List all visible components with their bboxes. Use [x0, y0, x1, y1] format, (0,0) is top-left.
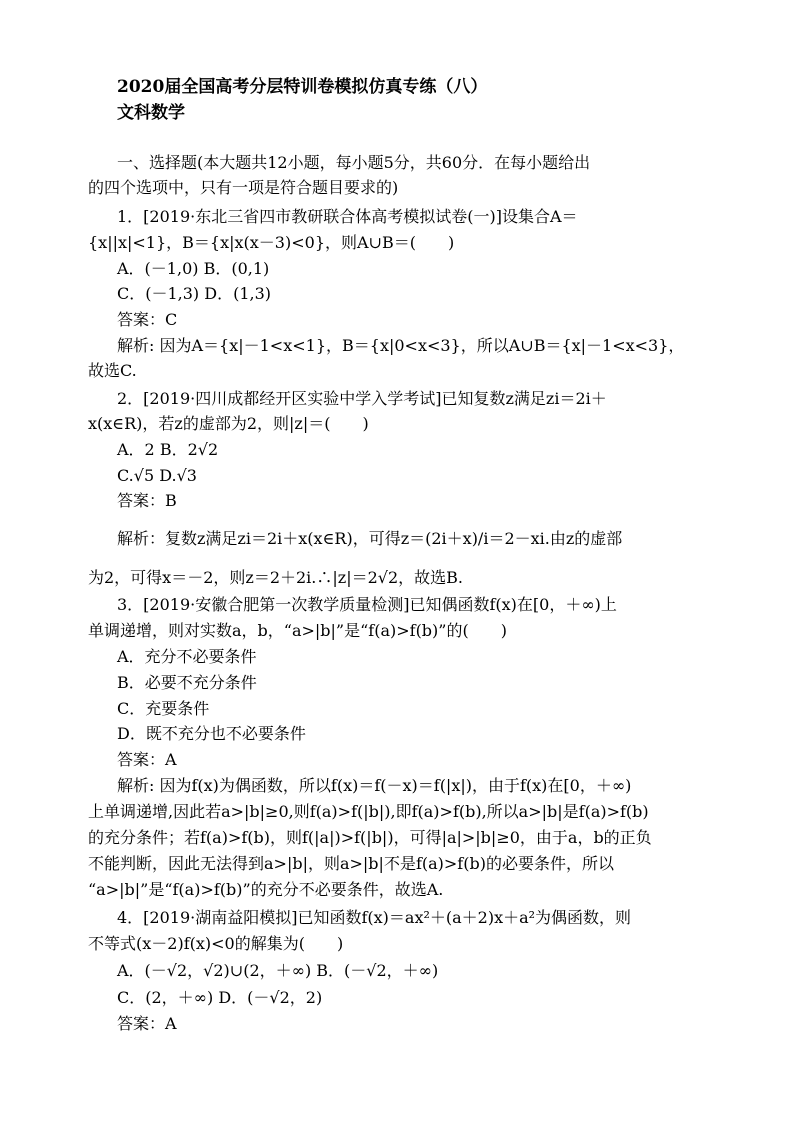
question-4-stem: 4．[2019·湖南益阳模拟]已知函数f(x)＝ax²＋(a＋2)x＋a²为偶函数，则: [117, 908, 632, 927]
question-2-solution: 解析：复数z满足zi＝2i＋x(x∈R)，可得z＝(2i＋x)/i＝2－xi.由z的虚部: [117, 529, 623, 548]
question-3-answer: 答案：A: [117, 750, 177, 769]
question-3-solution: 解析: 因为f(x)为偶函数，所以f(x)＝f(－x)＝f(|x|)，由于f(x)在[0，＋∞): [117, 776, 632, 795]
question-3-solution-line4: 不能判断，因此无法得到a>|b|，则a>|b|不是f(a)>f(b)的必要条件，所以: [88, 854, 614, 873]
question-2-solution-cont: 为2，可得x＝－2，则z＝2＋2i.∴|z|＝2√2，故选B.: [88, 568, 463, 587]
section-heading: 一、选择题(本大题共12小题，每小题5分，共60分．在每小题给出: [117, 153, 591, 172]
question-4-options-cd: C．(2，＋∞) D．(－√2，2): [117, 988, 323, 1007]
question-4-stem-cont: 不等式(x－2)f(x)<0的解集为( ): [88, 934, 344, 953]
question-3-solution-line5: “a>|b|”是“f(a)>f(b)”的充分不必要条件，故选A.: [88, 880, 444, 899]
question-3-option-c: C．充要条件: [117, 699, 210, 718]
question-2-stem-cont: x(x∈R)，若z的虚部为2，则|z|＝( ): [88, 414, 369, 433]
question-2-answer: 答案：B: [117, 491, 177, 510]
question-1-options-ab: A．(－1,0) B．(0,1): [117, 259, 270, 278]
question-3-solution-line2: 上单调递增,因此若a>|b|≥0,则f(a)>f(|b|),即f(a)>f(b),所以a>|b|是f(a)>f(b): [88, 802, 649, 821]
question-3-stem: 3．[2019·安徽合肥第一次教学质量检测]已知偶函数f(x)在[0，＋∞)上: [117, 595, 617, 614]
question-3-option-d: D．既不充分也不必要条件: [117, 724, 306, 743]
question-2-options-cd: C.√5 D.√3: [117, 466, 197, 485]
question-3-solution-line3: 的充分条件；若f(a)>f(b)，则f(|a|)>f(|b|)，可得|a|>|b|≥0，由于a，b的正负: [88, 828, 652, 847]
question-4-answer: 答案：A: [117, 1014, 177, 1033]
question-3-option-b: B．必要不充分条件: [117, 673, 257, 692]
question-1-options-cd: C．(－1,3) D．(1,3): [117, 284, 272, 303]
question-1-solution-cont: 故选C.: [88, 361, 137, 380]
question-3-option-a: A．充分不必要条件: [117, 647, 257, 666]
question-4-options-ab: A．(－√2，√2)∪(2，＋∞) B．(－√2，＋∞): [117, 961, 439, 980]
document-title: 2020届全国高考分层特训卷模拟仿真专练（八）: [117, 77, 488, 97]
question-1-solution: 解析: 因为A＝{x|－1<x<1}，B＝{x|0<x<3}，所以A∪B＝{x|－1<x<3}，: [117, 336, 685, 355]
section-heading-cont: 的四个选项中，只有一项是符合题目要求的): [88, 178, 399, 197]
question-1-stem: 1．[2019·东北三省四市教研联合体高考模拟试卷(一)]设集合A＝: [117, 207, 578, 226]
question-1-answer: 答案：C: [117, 310, 178, 329]
question-1-stem-cont: {x||x|<1}，B＝{x|x(x－3)<0}，则A∪B＝( ): [88, 233, 455, 252]
document-subtitle: 文科数学: [117, 103, 185, 123]
question-2-options-ab: A．2 B．2√2: [117, 440, 219, 459]
question-3-stem-cont: 单调递增，则对实数a，b，“a>|b|”是“f(a)>f(b)”的( ): [88, 621, 507, 640]
question-2-stem: 2．[2019·四川成都经开区实验中学入学考试]已知复数z满足zi＝2i＋: [117, 389, 607, 408]
